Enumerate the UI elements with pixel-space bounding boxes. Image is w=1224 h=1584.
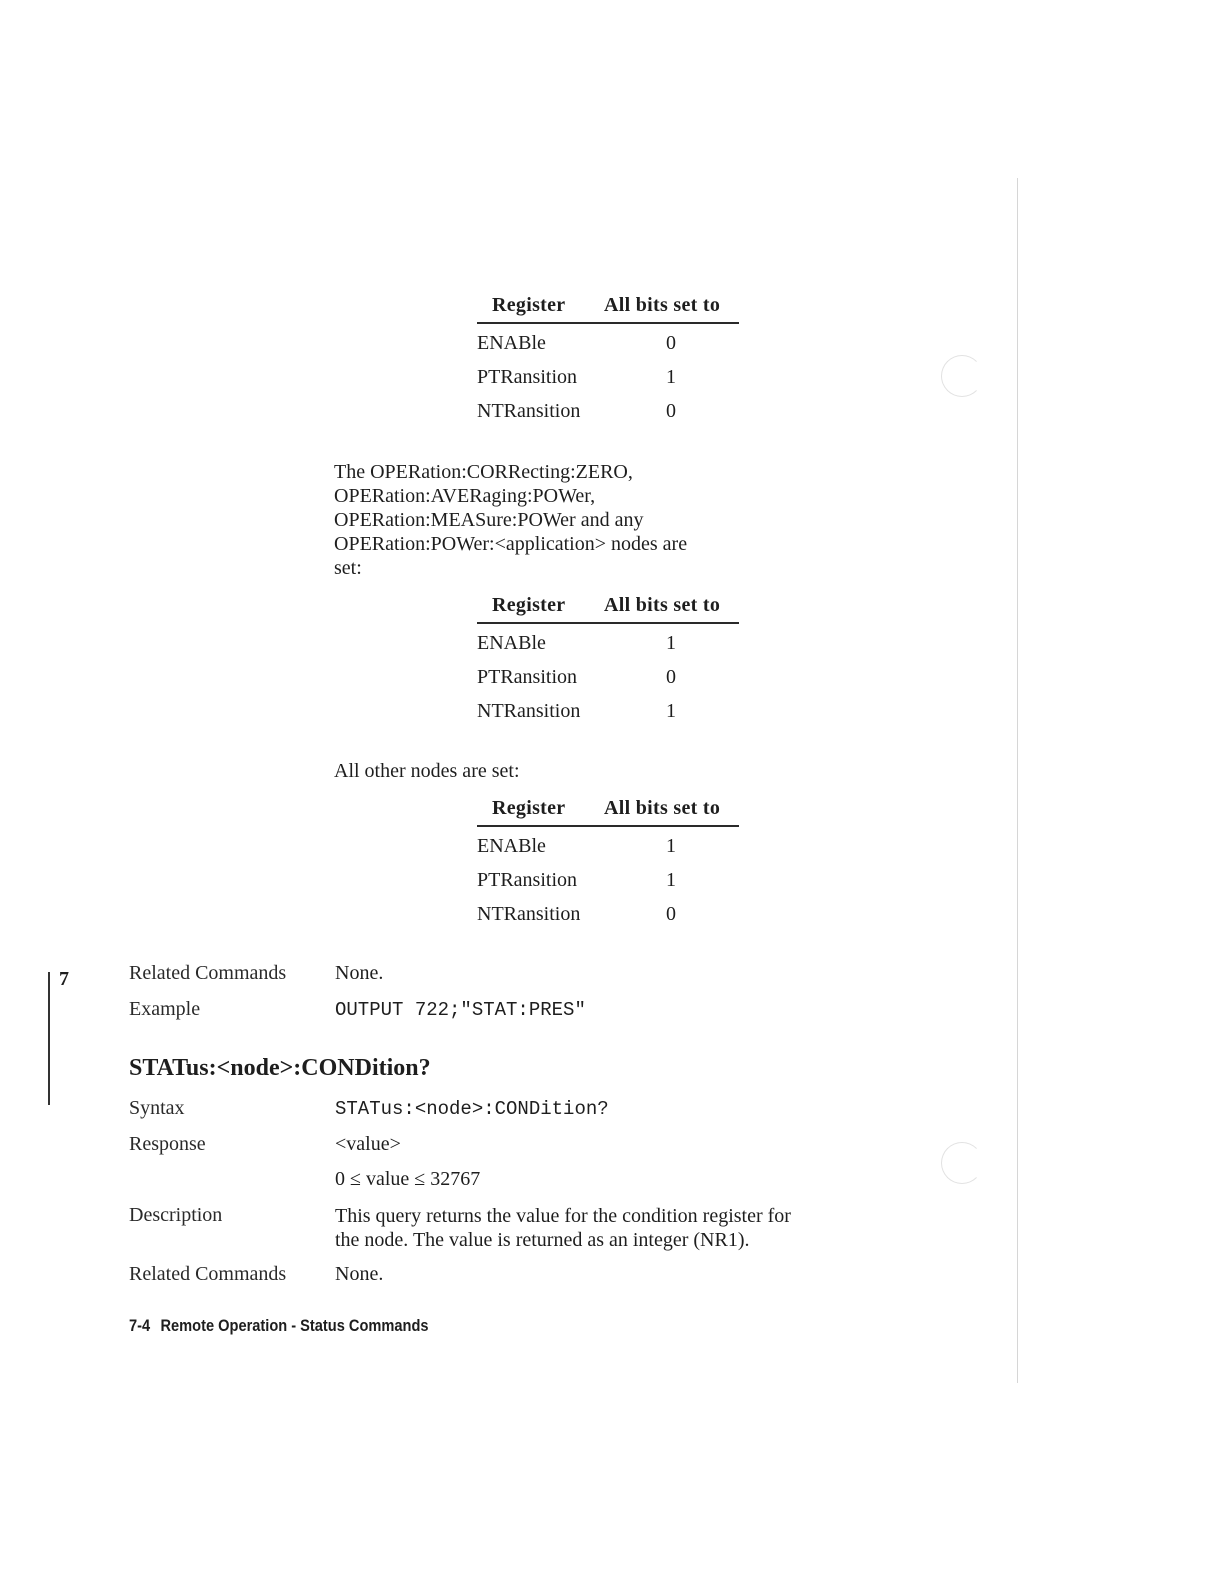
page-footer (129, 1316, 429, 1336)
paragraph-line: OPERation:POWer:<application> nodes are (334, 533, 688, 555)
register-name: NTRansition (477, 700, 581, 722)
description-line: the node. The value is returned as an integer (NR1). (335, 1229, 750, 1251)
register-value: 0 (666, 332, 676, 354)
register-name: ENABle (477, 835, 546, 857)
response-value: <value> (335, 1133, 401, 1155)
paragraph-line: OPERation:MEASure:POWer and any (334, 509, 644, 531)
example-value: OUTPUT 722;"STAT:PRES" (335, 999, 586, 1021)
table-header (477, 594, 739, 624)
header-bits: All bits set to (604, 594, 721, 616)
register-name: NTRansition (477, 400, 581, 422)
table-header (477, 797, 739, 827)
paragraph-line: OPERation:AVERaging:POWer, (334, 485, 596, 507)
register-value: 0 (666, 666, 676, 688)
table-row (477, 392, 739, 426)
page-edge-line (1017, 178, 1018, 1383)
related-commands-value: None. (335, 962, 384, 984)
table-row (477, 861, 739, 895)
paragraph-line: The OPERation:CORRecting:ZERO, (334, 461, 633, 483)
footer-section-title: Remote Operation - Status Commands (160, 1316, 429, 1335)
other-nodes-text: All other nodes are set: (334, 760, 520, 782)
register-name: PTRansition (477, 666, 578, 688)
description-text (335, 1204, 791, 1252)
register-table-1 (477, 294, 739, 426)
syntax-value: STATus:<node>:CONDition? (335, 1098, 609, 1120)
description-line: This query returns the value for the condition register for (335, 1205, 791, 1227)
operation-paragraph (334, 460, 687, 580)
binder-hole-mark (941, 1142, 983, 1184)
table-row (477, 692, 739, 726)
register-value: 1 (666, 835, 676, 857)
register-value: 1 (666, 869, 676, 891)
section-heading: STATus:<node>:CONDition? (129, 1055, 431, 1081)
register-value: 1 (666, 700, 676, 722)
header-bits: All bits set to (604, 797, 721, 819)
syntax-label: Syntax (129, 1097, 185, 1119)
register-name: PTRansition (477, 366, 578, 388)
table-row (477, 895, 739, 929)
register-name: ENABle (477, 632, 546, 654)
register-name: ENABle (477, 332, 546, 354)
response-label: Response (129, 1133, 206, 1155)
related-commands-label: Related Commands (129, 1263, 287, 1285)
header-register: Register (492, 294, 566, 316)
chapter-tab-number: 7 (59, 968, 69, 990)
header-register: Register (492, 594, 566, 616)
table-row (477, 324, 739, 358)
paragraph-line: set: (334, 557, 362, 579)
chapter-tab-bar (48, 972, 50, 1105)
register-value: 1 (666, 632, 676, 654)
register-value: 0 (666, 903, 676, 925)
register-value: 0 (666, 400, 676, 422)
register-table-3 (477, 797, 739, 929)
example-label: Example (129, 998, 201, 1020)
table-header (477, 294, 739, 324)
related-commands-value: None. (335, 1263, 384, 1285)
table-row (477, 624, 739, 658)
description-label: Description (129, 1204, 223, 1226)
response-range: 0 ≤ value ≤ 32767 (335, 1168, 481, 1190)
register-name: NTRansition (477, 903, 581, 925)
binder-hole-mark (941, 355, 983, 397)
table-row (477, 658, 739, 692)
register-table-2 (477, 594, 739, 726)
page-number: 7-4 (129, 1316, 151, 1335)
header-bits: All bits set to (604, 294, 721, 316)
table-row (477, 827, 739, 861)
related-commands-label: Related Commands (129, 962, 287, 984)
register-name: PTRansition (477, 869, 578, 891)
register-value: 1 (666, 366, 676, 388)
header-register: Register (492, 797, 566, 819)
table-row (477, 358, 739, 392)
